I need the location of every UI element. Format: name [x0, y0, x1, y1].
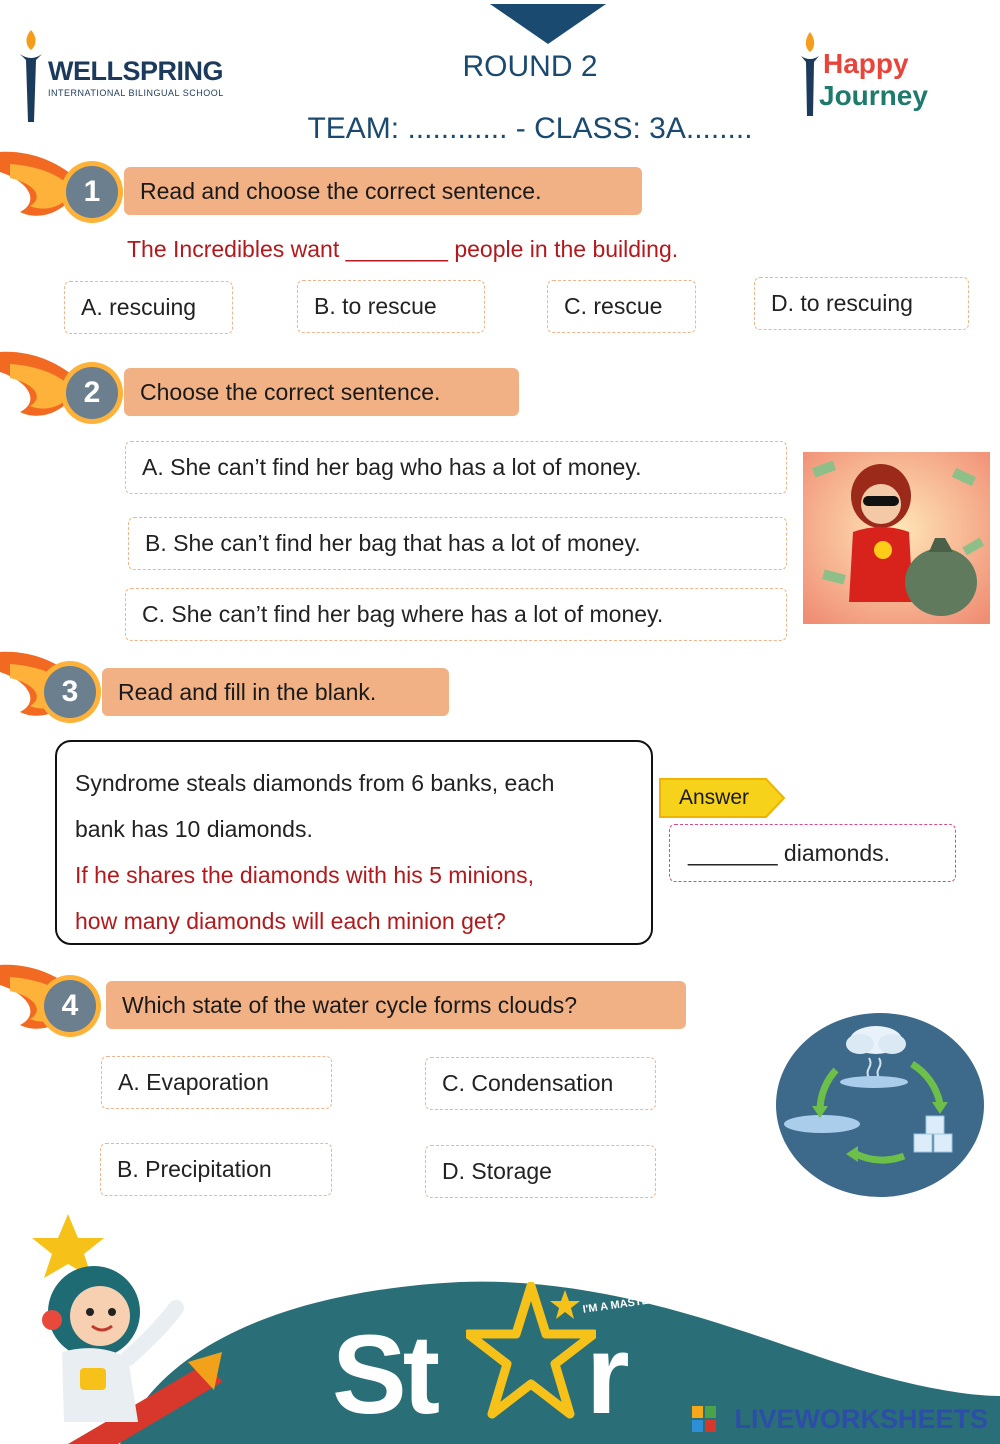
q4-option-d[interactable]: D. Storage: [425, 1145, 656, 1198]
q2-option-b[interactable]: B. She can’t find her bag that has a lot of money.: [128, 517, 787, 570]
q3-line-1: Syndrome steals diamonds from 6 banks, each: [75, 770, 555, 796]
q1-option-a[interactable]: A. rescuing: [64, 281, 233, 334]
astronaut-mascot-image: [8, 1212, 238, 1444]
superhero-money-image: [803, 452, 990, 624]
star-wordmark-left: St: [332, 1312, 436, 1437]
q3-line-4: how many diamonds will each minion get?: [75, 908, 506, 934]
answer-label-text: Answer: [679, 786, 750, 809]
question-number-badge: 1: [66, 166, 118, 218]
logo-line-happy: Happy: [823, 48, 909, 79]
water-cycle-image: [774, 1010, 986, 1200]
answer-label-tag: [658, 775, 786, 821]
q4-prompt: Which state of the water cycle forms clouds?: [106, 981, 686, 1029]
question-number-badge: 4: [44, 980, 96, 1032]
wellspring-logo: [14, 26, 244, 126]
q2-option-c[interactable]: C. She can’t find her bag where has a lot of money.: [125, 588, 787, 641]
q3-problem-box: [55, 740, 653, 945]
star-wordmark-right: r: [586, 1312, 630, 1437]
logo-line-journey: Journey: [819, 80, 928, 111]
team-class-line: TEAM: ............ - CLASS: 3A........: [307, 112, 753, 145]
q4-option-a[interactable]: A. Evaporation: [101, 1056, 332, 1109]
round-title: ROUND 2: [462, 50, 598, 83]
question-number-badge: 2: [66, 367, 118, 419]
header-triangle-decoration: [490, 0, 606, 44]
small-star-icon: [548, 1288, 582, 1322]
question-number-badge: 3: [44, 666, 96, 718]
footer-tagline: I'M A MASTER WISer: [582, 1288, 692, 1316]
q1-prompt: Read and choose the correct sentence.: [124, 167, 642, 215]
q3-answer-input[interactable]: _______ diamonds.: [669, 824, 956, 882]
q3-line-3: If he shares the diamonds with his 5 minions,: [75, 862, 534, 888]
liveworksheets-brand: LIVEWORKSHEETS: [734, 1404, 988, 1434]
q3-line-2: bank has 10 diamonds.: [75, 816, 313, 842]
happy-journey-logo: [795, 26, 965, 126]
q1-option-b[interactable]: B. to rescue: [297, 280, 485, 333]
q4-option-c[interactable]: C. Condensation: [425, 1057, 656, 1110]
q3-prompt: Read and fill in the blank.: [102, 668, 449, 716]
q1-sentence: The Incredibles want ________ people in the building.: [127, 236, 679, 262]
q4-option-b[interactable]: B. Precipitation: [100, 1143, 332, 1196]
liveworksheets-logo-icon: [692, 1406, 716, 1432]
school-name: WELLSPRING: [48, 56, 223, 86]
q2-option-a[interactable]: A. She can’t find her bag who has a lot of money.: [125, 441, 787, 494]
q1-option-d[interactable]: D. to rescuing: [754, 277, 969, 330]
q1-option-c[interactable]: C. rescue: [547, 280, 696, 333]
q2-prompt: Choose the correct sentence.: [124, 368, 519, 416]
school-subtitle: INTERNATIONAL BILINGUAL SCHOOL: [48, 88, 224, 98]
